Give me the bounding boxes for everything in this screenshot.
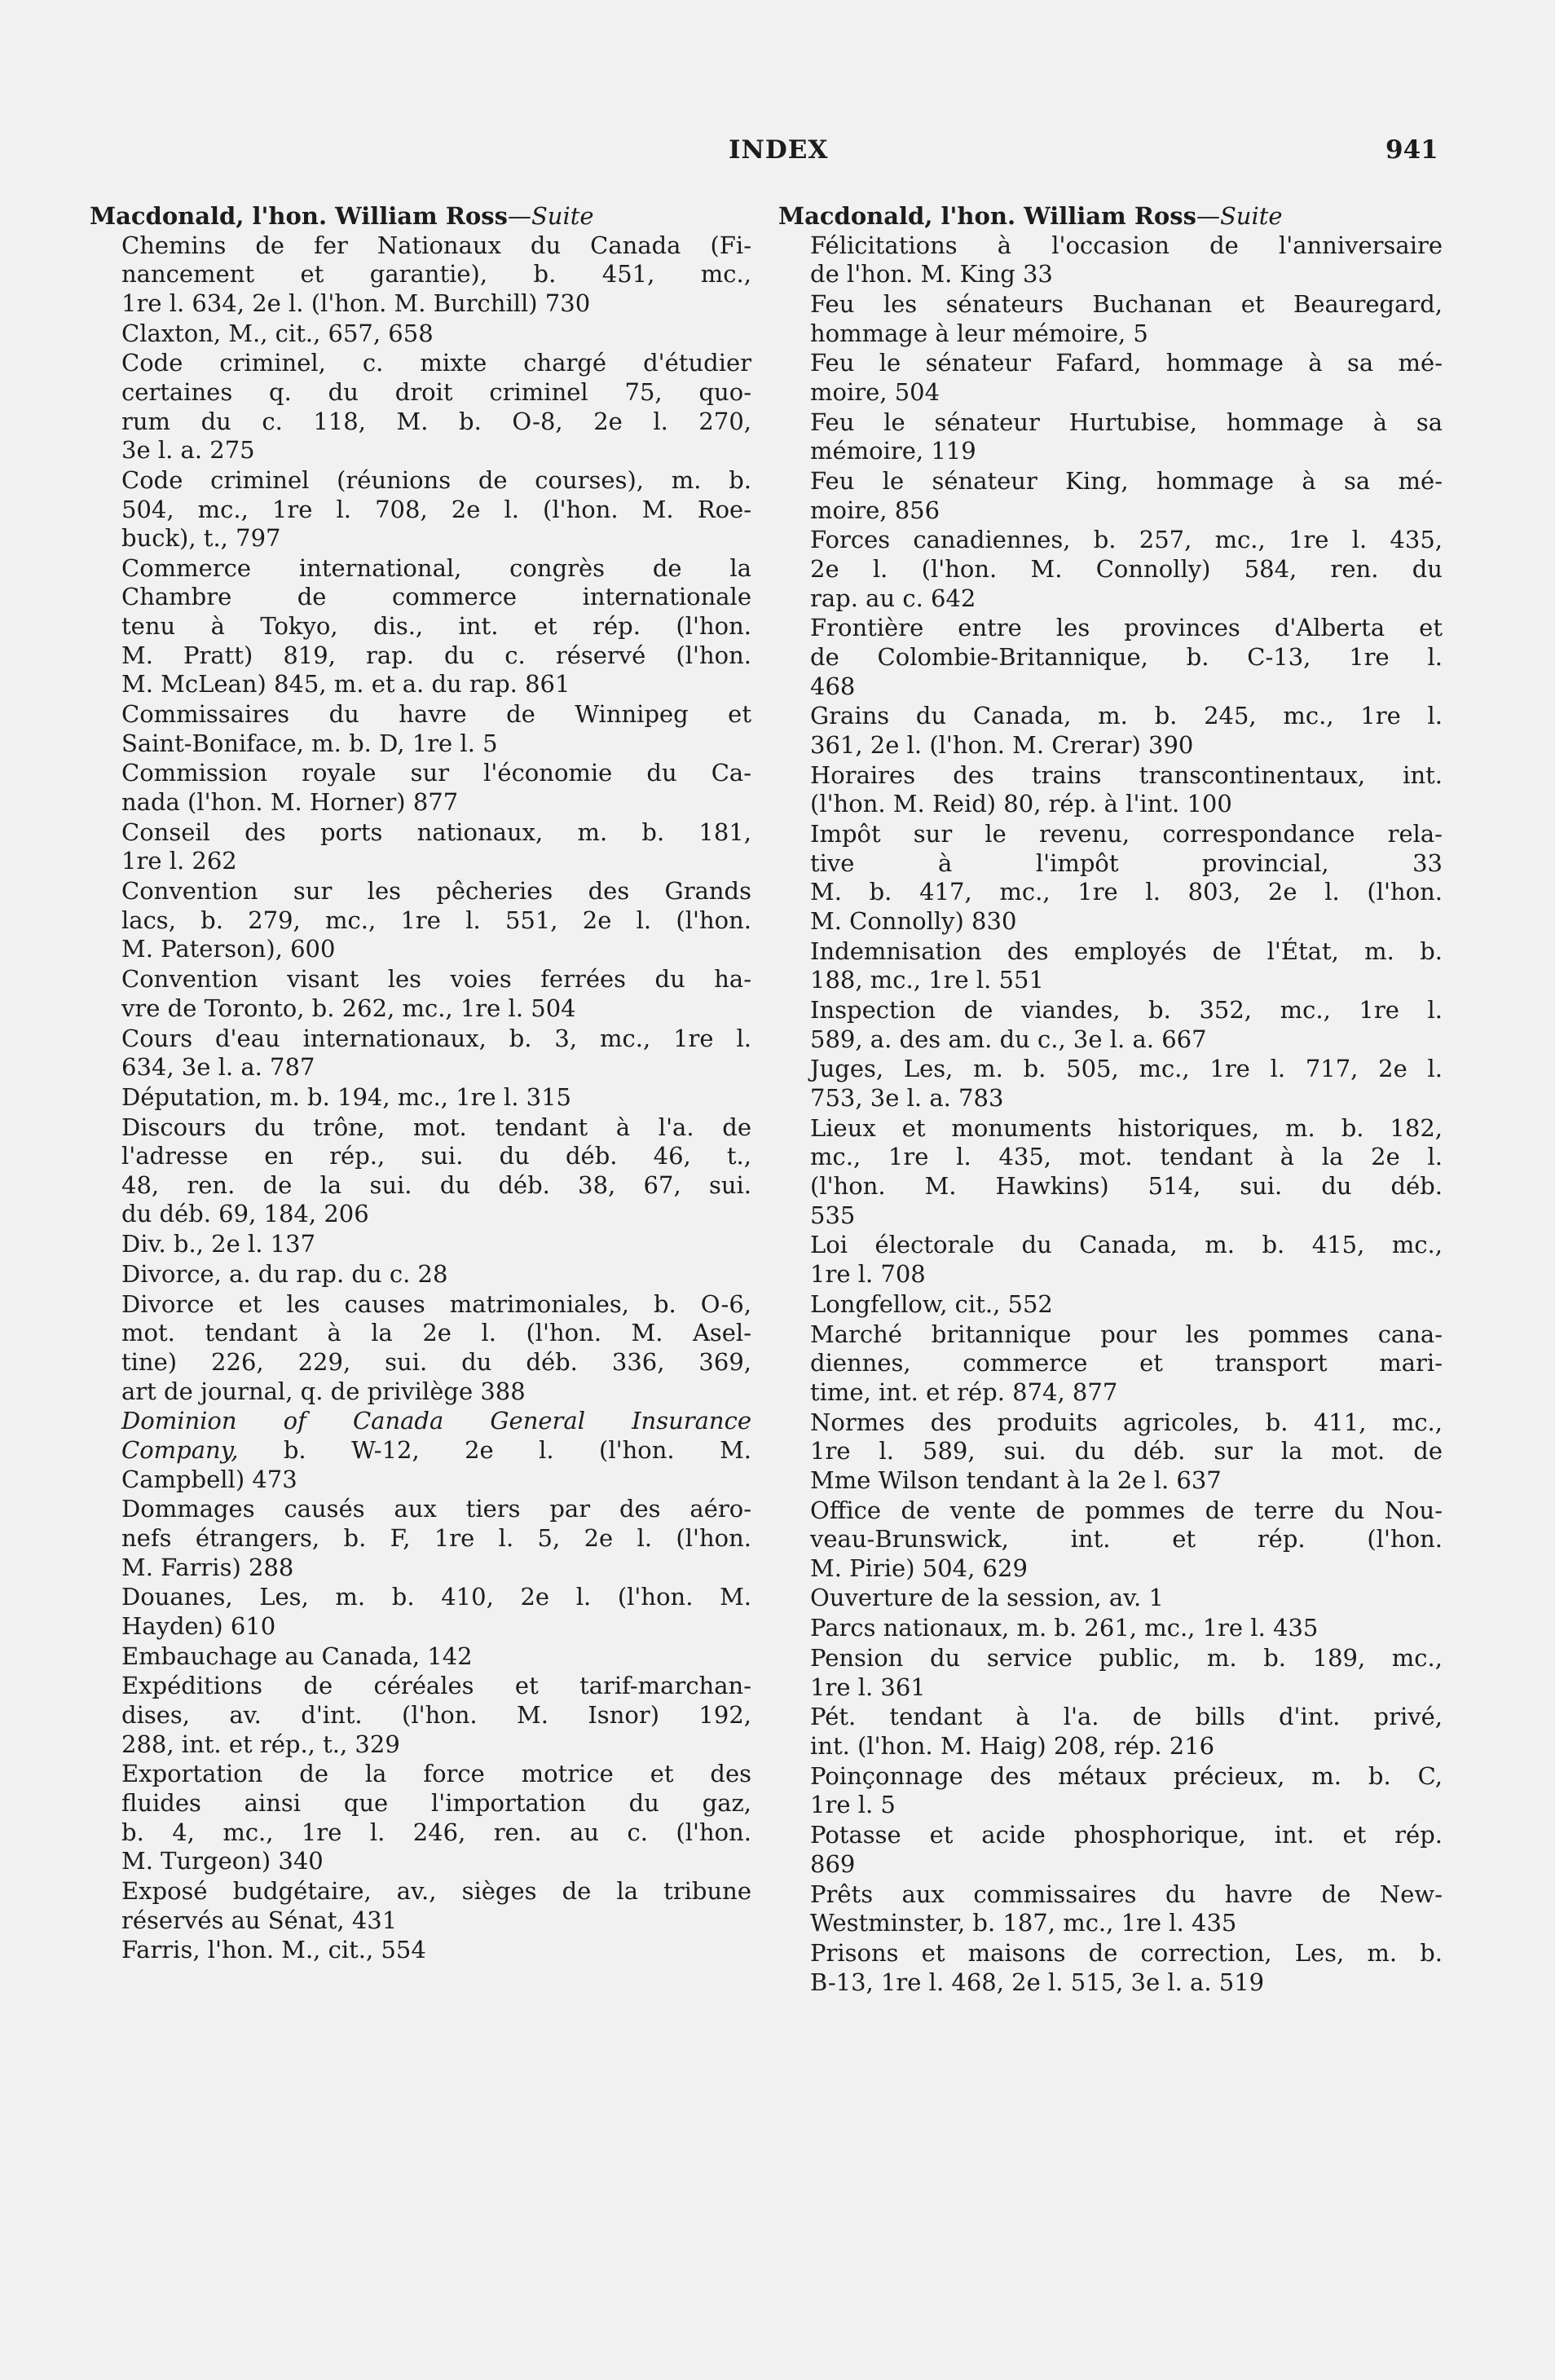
index-entry-line: Conseil des ports nationaux, m. b. 181, [121, 818, 751, 846]
index-entry-line: 589, a. des am. du c., 3e l. a. 667 [810, 1025, 1207, 1053]
index-entry-line: 1re l. 589, sui. du déb. sur la mot. de [810, 1437, 1443, 1465]
index-entry [90, 759, 751, 817]
index-entry-line: de Colombie-Britannique, b. C-13, 1re l. [810, 643, 1443, 672]
index-entry [778, 1644, 1443, 1702]
index-entry [778, 1055, 1443, 1113]
index-entry [90, 1025, 751, 1082]
index-entry-line: Exportation de la force motrice et des [121, 1760, 751, 1788]
index-entry-line: Div. b., 2e l. 137 [121, 1230, 316, 1258]
index-entry [90, 1260, 751, 1289]
index-entry [90, 965, 751, 1023]
index-entry-line: M. b. 417, mc., 1re l. 803, 2e l. (l'hon. [810, 878, 1443, 906]
index-entry-line: diennes, commerce et transport mari- [810, 1349, 1443, 1377]
index-entry-line: Embauchage au Canada, 142 [121, 1642, 473, 1670]
index-entry [778, 1703, 1443, 1761]
index-entry-line: 468 [810, 672, 856, 700]
index-entry [90, 1877, 751, 1935]
index-entry-line: 1re l. 634, 2e l. (l'hon. M. Burchill) 730 [121, 289, 591, 317]
index-entry-line: réservés au Sénat, 431 [121, 1906, 398, 1934]
left-index-column [90, 202, 751, 1966]
index-entry-line: fluides ainsi que l'importation du gaz, [121, 1789, 751, 1817]
index-entry-line: 288, int. et rép., t., 329 [121, 1730, 400, 1758]
index-entry-line: Juges, Les, m. b. 505, mc., 1re l. 717, 2e l. [810, 1055, 1443, 1083]
index-entry [778, 1762, 1443, 1820]
index-entry [90, 1672, 751, 1759]
index-entries [90, 231, 751, 1965]
index-entry [778, 408, 1443, 466]
index-entry-line: time, int. et rép. 874, 877 [810, 1377, 1118, 1406]
index-entry [90, 349, 751, 465]
right-index-column [778, 202, 1443, 1998]
index-entry [778, 1290, 1443, 1320]
index-entry-line: Douanes, Les, m. b. 410, 2e l. (l'hon. M. [121, 1583, 751, 1611]
index-entry-line: Loi électorale du Canada, m. b. 415, mc., [810, 1231, 1443, 1259]
index-entry-line: Félicitations à l'occasion de l'anniversaire [810, 231, 1443, 259]
index-entry [778, 1496, 1443, 1584]
index-entry-line: veau-Brunswick, int. et rép. (l'hon. [810, 1525, 1443, 1554]
index-entry-line: 1re l. 708 [810, 1260, 926, 1288]
index-entry-line: Prisons et maisons de correction, Les, m. b. [810, 1938, 1443, 1967]
index-entry [90, 1113, 751, 1229]
index-entry-line: Marché britannique pour les pommes cana- [810, 1320, 1443, 1348]
index-entry-line: 188, mc., 1re l. 551 [810, 966, 1044, 994]
index-entry [778, 1939, 1443, 1997]
index-entry-line: Commission royale sur l'économie du Ca- [121, 759, 751, 787]
index-entry-line: Convention sur les pêcheries des Grands [121, 877, 751, 906]
column-heading [90, 202, 751, 231]
index-entry-line: 535 [810, 1201, 856, 1229]
index-entry-line: B-13, 1re l. 468, 2e l. 515, 3e l. a. 519 [810, 1968, 1265, 1996]
index-entry-line: mc., 1re l. 435, mot. tendant à la 2e l. [810, 1143, 1443, 1171]
index-entry-line: Mme Wilson tendant à la 2e l. 637 [810, 1465, 1222, 1494]
index-entry-line: Parcs nationaux, m. b. 261, mc., 1re l. 435 [810, 1614, 1319, 1642]
index-entry-line: rap. au c. 642 [810, 584, 976, 612]
index-entry-line: 361, 2e l. (l'hon. M. Crerar) 390 [810, 731, 1194, 759]
index-entry [90, 1083, 751, 1113]
index-entry-line: Grains du Canada, m. b. 245, mc., 1re l. [810, 702, 1443, 730]
index-entry-line: b. 4, mc., 1re l. 246, ren. au c. (l'hon. [121, 1818, 751, 1846]
index-entry-line: vre de Toronto, b. 262, mc., 1re l. 504 [121, 994, 576, 1022]
index-entry [90, 1495, 751, 1582]
index-entry-line: M. Turgeon) 340 [121, 1847, 324, 1875]
page-header [0, 135, 1555, 176]
index-entry [90, 700, 751, 758]
index-entry [90, 1936, 751, 1965]
page-title: INDEX [729, 135, 829, 165]
index-entry-line: 48, ren. de la sui. du déb. 38, 67, sui. [121, 1170, 751, 1199]
index-entry-line: buck), t., 797 [121, 524, 281, 553]
index-entry-line: M. Farris) 288 [121, 1553, 294, 1581]
index-entry-line: Office de vente de pommes de terre du Nou- [810, 1496, 1443, 1524]
index-entry-line: Campbell) 473 [121, 1465, 297, 1493]
index-entry [90, 231, 751, 319]
index-entry-line: Feu le sénateur King, hommage à sa mé- [810, 467, 1443, 496]
index-entry-line: 753, 3e l. a. 783 [810, 1084, 1004, 1113]
index-entry-line: art de journal, q. de privilège 388 [121, 1377, 526, 1405]
index-entry-line: Poinçonnage des métaux précieux, m. b. C, [810, 1761, 1443, 1790]
index-entry-line: Prêts aux commissaires du havre de New- [810, 1880, 1443, 1908]
index-entry-line: Expéditions de céréales et tarif-marchan- [121, 1672, 751, 1700]
index-entry-line: Westminster, b. 187, mc., 1re l. 435 [810, 1909, 1237, 1937]
index-entry-line: Claxton, M., cit., 657, 658 [121, 319, 434, 347]
column-heading [778, 202, 1443, 231]
index-entry-line: nefs étrangers, b. F, 1re l. 5, 2e l. (l'hon. [121, 1523, 751, 1552]
index-entry-line: Potasse et acide phosphorique, int. et rép. [810, 1821, 1443, 1849]
index-entry [778, 1114, 1443, 1230]
index-entry-line: Divorce et les causes matrimoniales, b. O-6, [121, 1289, 751, 1318]
index-entry [778, 1584, 1443, 1613]
index-entry-line: tine) 226, 229, sui. du déb. 336, 369, [121, 1347, 751, 1376]
index-entry-line: Indemnisation des employés de l'État, m. b. [810, 937, 1443, 965]
index-entry-line: 504, mc., 1re l. 708, 2e l. (l'hon. M. Roe- [121, 495, 751, 523]
index-entry-line: Longfellow, cit., 552 [810, 1289, 1053, 1318]
heading-name: Macdonald, l'hon. William Ross [90, 202, 508, 230]
index-entry-line: Discours du trône, mot. tendant à l'a. de [121, 1113, 751, 1141]
index-entry-line: (l'hon. M. Hawkins) 514, sui. du déb. [810, 1172, 1443, 1201]
index-entry-line: Feu le sénateur Fafard, hommage à sa mé- [810, 349, 1443, 377]
index-entry-line: 1re l. 5 [810, 1791, 896, 1819]
index-entry-line: Code criminel (réunions de courses), m. b. [121, 465, 751, 494]
index-entry-line: 634, 3e l. a. 787 [121, 1053, 315, 1082]
index-entry [90, 320, 751, 349]
index-entry [778, 614, 1443, 701]
index-entry-line: M. Pirie) 504, 629 [810, 1554, 1028, 1582]
index-entry-line: Convention visant les voies ferrées du ha- [121, 965, 751, 994]
index-entry [778, 1614, 1443, 1643]
index-entry-line: M. Connolly) 830 [810, 906, 1017, 935]
index-entry [90, 554, 751, 699]
index-entry [90, 1407, 751, 1494]
index-entry-line: 3e l. a. 275 [121, 436, 255, 465]
index-entry-line: Farris, l'hon. M., cit., 554 [121, 1936, 426, 1964]
index-entry [778, 702, 1443, 760]
index-entry [778, 1231, 1443, 1289]
index-entry-line: Pét. tendant à l'a. de bills d'int. privé, [810, 1703, 1443, 1731]
index-entry-line: Forces canadiennes, b. 257, mc., 1re l. 435, [810, 526, 1443, 554]
index-entry-line: nancement et garantie), b. 451, mc., [121, 260, 751, 289]
index-entry [778, 1880, 1443, 1938]
index-entry-line: mot. tendant à la 2e l. (l'hon. M. Asel- [121, 1319, 751, 1347]
index-entry [778, 937, 1443, 995]
index-entry [778, 761, 1443, 819]
index-entry-line: moire, 856 [810, 496, 940, 524]
index-entry-line: lacs, b. 279, mc., 1re l. 551, 2e l. (l'hon. [121, 906, 751, 934]
index-entry-line: Feu le sénateur Hurtubise, hommage à sa [810, 408, 1443, 436]
index-entry-line: M. Pratt) 819, rap. du c. réservé (l'hon. [121, 641, 751, 669]
index-entry-line: Lieux et monuments historiques, m. b. 182, [810, 1113, 1443, 1142]
index-entry-line: l'adresse en rép., sui. du déb. 46, t., [121, 1142, 751, 1170]
index-entry [778, 1408, 1443, 1496]
index-entry-line: tenu à Tokyo, dis., int. et rép. (l'hon. [121, 612, 751, 641]
index-entry-line: Frontière entre les provinces d'Alberta et [810, 614, 1443, 642]
index-entry-line: 1re l. 361 [810, 1673, 926, 1701]
index-entry-line: dises, av. d'int. (l'hon. M. Isnor) 192, [121, 1701, 751, 1730]
index-entry-line: mémoire, 119 [810, 437, 976, 465]
index-entry-line: Dommages causés aux tiers par des aéro- [121, 1495, 751, 1523]
index-entry-line: Normes des produits agricoles, b. 411, mc., [810, 1408, 1443, 1436]
index-entry [778, 1821, 1443, 1879]
index-entry-line: 869 [810, 1849, 856, 1878]
heading-suite: —Suite [507, 202, 594, 230]
index-entry-line: tive à l'impôt provincial, 33 [810, 848, 1443, 877]
index-entry [778, 349, 1443, 407]
index-entry-line: moire, 504 [810, 377, 940, 406]
index-entry-line: 2e l. (l'hon. M. Connolly) 584, ren. du [810, 555, 1443, 584]
index-entry-line: Feu les sénateurs Buchanan et Beauregard, [810, 289, 1443, 318]
index-entry-line: Députation, m. b. 194, mc., 1re l. 315 [121, 1082, 571, 1111]
index-entry-line: Commerce international, congrès de la [121, 553, 751, 582]
index-entry-line: Commissaires du havre de Winnipeg et [121, 700, 751, 729]
index-entry [90, 466, 751, 553]
index-entry [778, 290, 1443, 348]
index-entry-line: de l'hon. M. King 33 [810, 260, 1053, 289]
index-entry [90, 1583, 751, 1641]
index-entry-line: M. McLean) 845, m. et a. du rap. 861 [121, 670, 570, 699]
index-entry [778, 1320, 1443, 1408]
index-entry-line: Saint-Boniface, m. b. D, 1re l. 5 [121, 729, 498, 757]
index-entry [90, 1642, 751, 1672]
heading-suite: —Suite [1196, 202, 1283, 230]
index-entry-line: Inspection de viandes, b. 352, mc., 1re l. [810, 996, 1443, 1025]
index-entry-line: (l'hon. M. Reid) 80, rép. à l'int. 100 [810, 790, 1232, 818]
index-entry-line: M. Paterson), 600 [121, 935, 336, 963]
index-entry-line: du déb. 69, 184, 206 [121, 1200, 369, 1228]
index-entry [90, 1290, 751, 1406]
index-entry [90, 1760, 751, 1875]
index-entry [90, 877, 751, 964]
index-entry [778, 467, 1443, 525]
index-entry-line: Company, b. W-12, 2e l. (l'hon. M. [121, 1435, 751, 1464]
index-entry [90, 1230, 751, 1259]
index-entry [778, 231, 1443, 289]
index-entry-line: rum du c. 118, M. b. O-8, 2e l. 270, [121, 407, 751, 435]
index-entries [778, 231, 1443, 1998]
index-entry-line: 1re l. 262 [121, 847, 237, 875]
index-entry-line: Chemins de fer Nationaux du Canada (Fi- [121, 231, 751, 259]
index-entry-line: Hayden) 610 [121, 1611, 276, 1640]
index-entry-line: int. (l'hon. M. Haig) 208, rép. 216 [810, 1732, 1215, 1760]
index-entry-line: Ouverture de la session, av. 1 [810, 1584, 1164, 1612]
index-entry-line: Dominion of Canada General Insurance [121, 1407, 751, 1435]
index-entry-line: hommage à leur mémoire, 5 [810, 319, 1148, 347]
index-entry-line: nada (l'hon. M. Horner) 877 [121, 788, 459, 816]
index-entry-line: Impôt sur le revenu, correspondance rela- [810, 820, 1443, 848]
index-entry-line: Divorce, a. du rap. du c. 28 [121, 1260, 448, 1288]
index-entry-line: Horaires des trains transcontinentaux, int. [810, 760, 1443, 789]
page-number: 941 [1385, 135, 1438, 165]
index-entry-line: Cours d'eau internationaux, b. 3, mc., 1re l. [121, 1024, 751, 1052]
index-entry-line: Chambre de commerce internationale [121, 583, 751, 611]
heading-name: Macdonald, l'hon. William Ross [778, 202, 1196, 230]
index-entry [778, 820, 1443, 936]
index-entry-line: Exposé budgétaire, av., sièges de la tribune [121, 1876, 751, 1905]
index-entry [778, 996, 1443, 1054]
index-entry [778, 526, 1443, 613]
index-entry-line: Code criminel, c. mixte chargé d'étudier [121, 349, 751, 377]
index-entry [90, 818, 751, 876]
index-entry-line: certaines q. du droit criminel 75, quo- [121, 377, 751, 406]
index-entry-line: Pension du service public, m. b. 189, mc., [810, 1644, 1443, 1673]
